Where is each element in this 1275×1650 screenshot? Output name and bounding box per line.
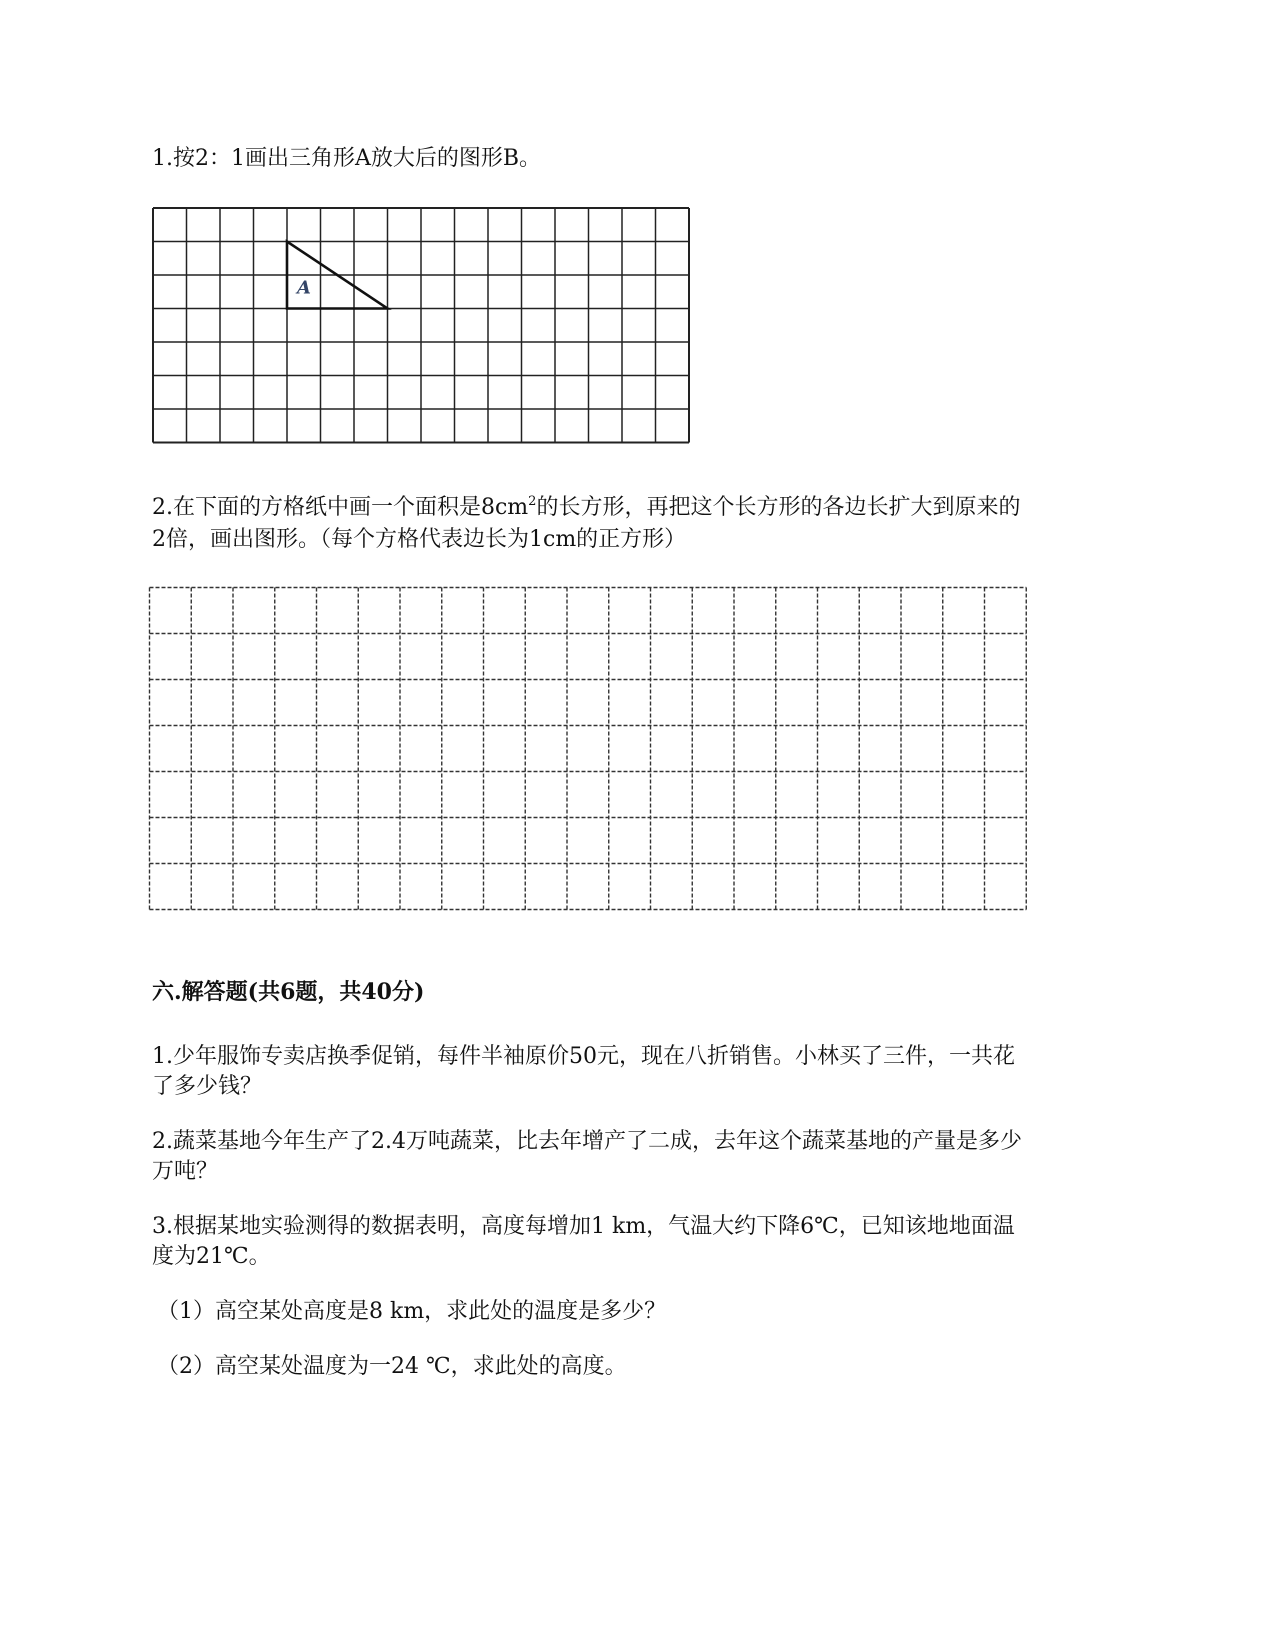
answer-question-3-line-2: 度为21℃。 xyxy=(152,1244,271,1269)
answer-question-3-line-1: 3.根据某地实验测得的数据表明，高度每增加1 km，气温大约下降6℃，已知该地地面温 xyxy=(152,1214,1015,1239)
question-1-text: 1.按2：1画出三角形A放大后的图形B。 xyxy=(152,146,542,171)
answer-question-2-line-2: 万吨？ xyxy=(152,1159,219,1184)
section-6-heading: 六.解答题(共6题，共40分) xyxy=(152,979,425,1005)
question-2-text-after-superscript: 的长方形，再把这个长方形的各边长扩大到原来的 xyxy=(536,495,1021,520)
question-2-text-before-superscript: 2.在下面的方格纸中画一个面积是8cm xyxy=(152,495,529,520)
square-grid-question-1 xyxy=(152,207,690,431)
triangle-label: A xyxy=(297,277,312,299)
answer-question-3-subquestion-2: （2）高空某处温度为一24 ℃，求此处的高度。 xyxy=(157,1354,627,1379)
answer-question-3-subquestion-1: （1）高空某处高度是8 km，求此处的温度是多少？ xyxy=(157,1299,667,1324)
square-unit-superscript: 2 xyxy=(528,494,537,509)
question-2-line-2: 2倍，画出图形。（每个方格代表边长为1cm的正方形） xyxy=(152,527,687,552)
answer-question-1-line-1: 1.少年服饰专卖店换季促销，每件半袖原价50元，现在八折销售。小林买了三件，一共花 xyxy=(152,1044,1015,1069)
dashed-square-grid-question-2 xyxy=(148,586,1028,911)
answer-question-1-line-2: 了多少钱？ xyxy=(152,1074,263,1099)
question-2-line-1 xyxy=(152,491,1020,525)
answer-question-2-line-1: 2.蔬菜基地今年生产了2.4万吨蔬菜，比去年增产了二成，去年这个蔬菜基地的产量是多少 xyxy=(152,1129,1022,1154)
